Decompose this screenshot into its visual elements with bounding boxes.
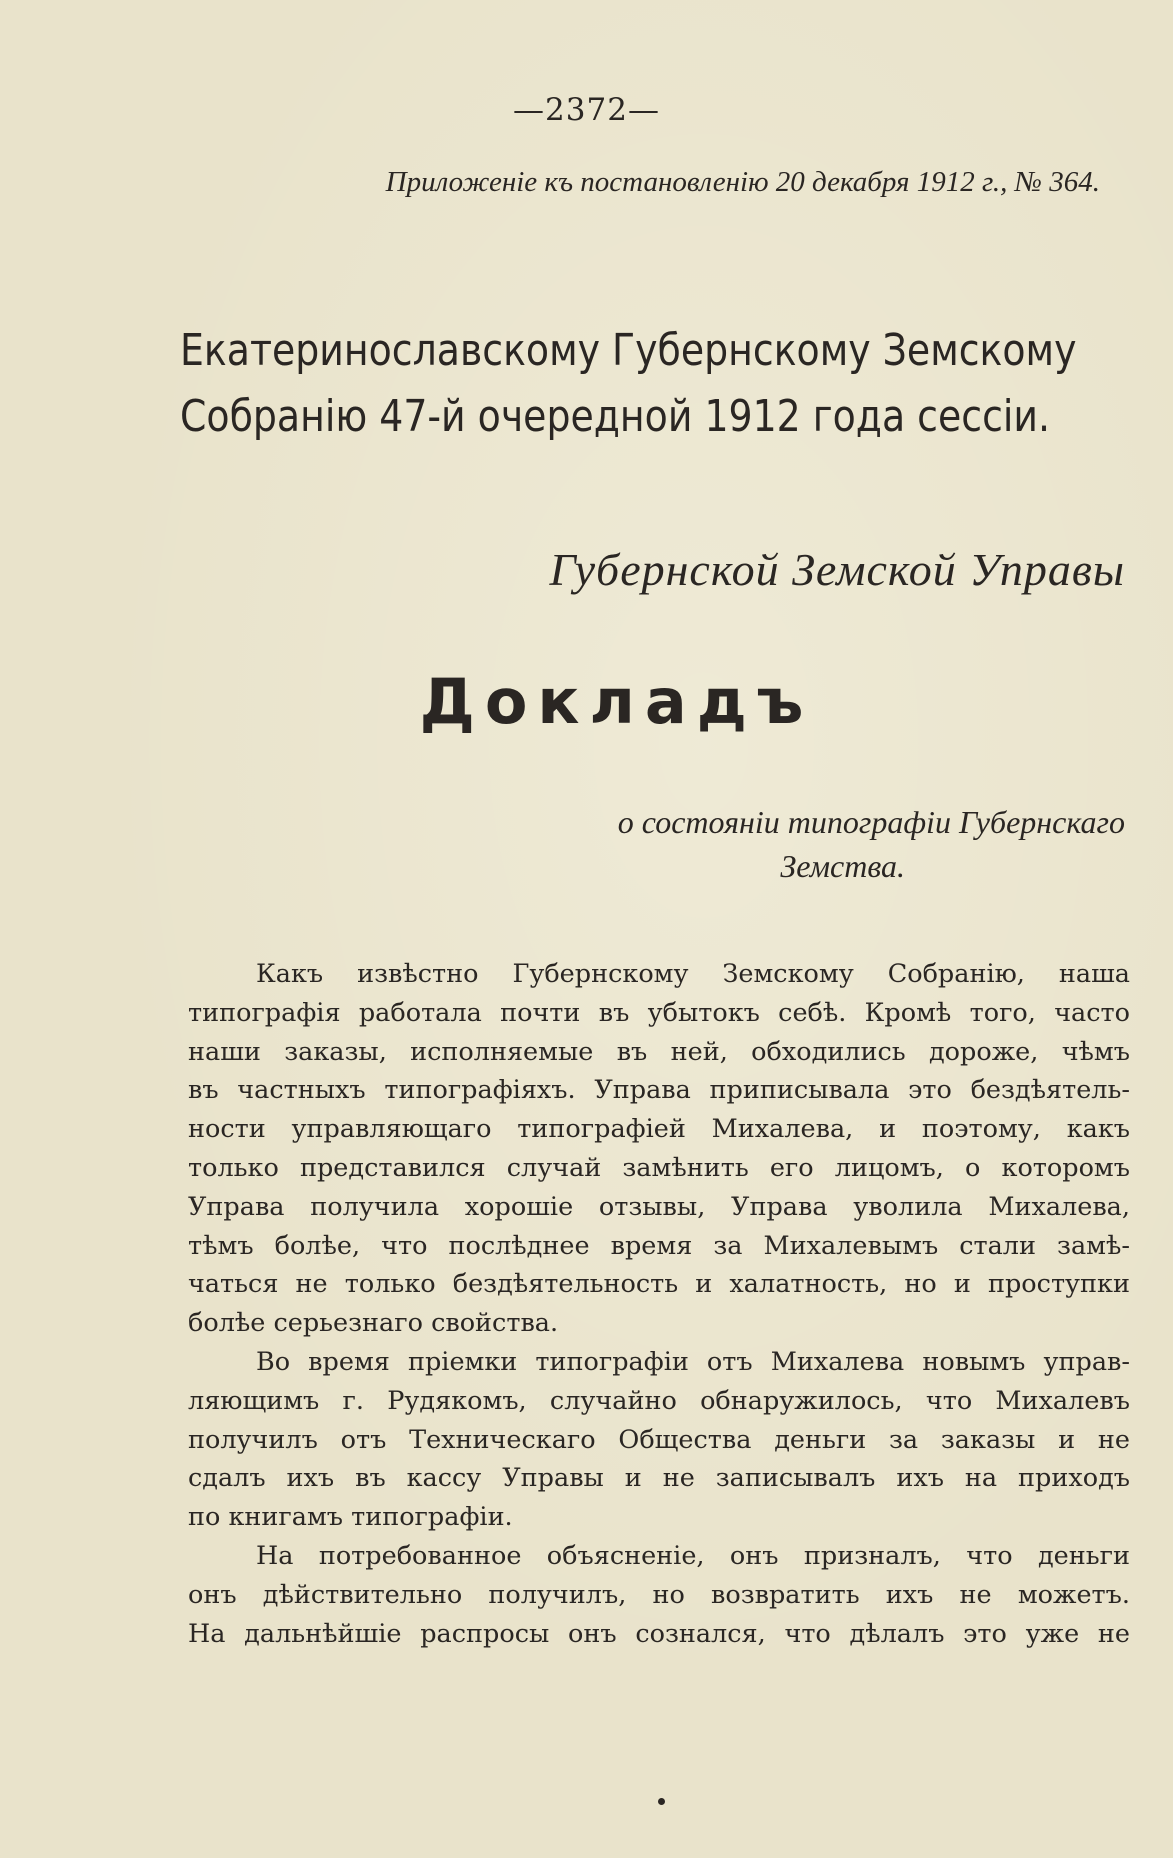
text-line: На потребованное объясненіе, онъ призналъ, что деньги: [256, 1540, 1130, 1571]
subject-block: [485, 800, 1125, 888]
text-line: въ частныхъ типографіяхъ. Управа приписывала это бездѣятель-: [188, 1075, 1130, 1106]
text-line: онъ дѣйствительно получилъ, но возвратить ихъ не можетъ.: [188, 1579, 1130, 1610]
subject-line: Земства.: [780, 848, 905, 884]
text-line: сдалъ ихъ въ кассу Управы и не записывалъ ихъ на приходъ: [188, 1463, 1130, 1494]
text-line: только представился случай замѣнить его лицомъ, о которомъ: [188, 1152, 1130, 1183]
page-mark-dot: [658, 1798, 665, 1805]
text-line: типографія работала почти въ убытокъ себѣ. Кромѣ того, часто: [188, 997, 1130, 1028]
text-line: ляющимъ г. Рудякомъ, случайно обнаружилось, что Михалевъ: [188, 1385, 1130, 1416]
appendix-note: Приложеніе къ постановленію 20 декабря 1912 г., № 364.: [385, 166, 1100, 198]
paragraph: [188, 1537, 1130, 1653]
document-title: Докладъ: [419, 665, 814, 738]
text-line: ности управляющаго типографіей Михалева, и поэтому, какъ: [188, 1114, 1130, 1145]
addressee-block: [180, 318, 1077, 450]
text-line: по книгамъ типографіи.: [188, 1502, 513, 1533]
subject-line: о состояніи типографіи Губернскаго: [617, 804, 1125, 840]
text-line: Какъ извѣстно Губернскому Земскому Собранію, наша: [256, 959, 1130, 989]
text-line: На дальнѣйшіе распросы онъ сознался, что дѣлалъ это уже не: [188, 1618, 1130, 1649]
text-line: Управа получила хорошіе отзывы, Управа уволила Михалева,: [188, 1191, 1130, 1222]
paragraph: [188, 955, 1130, 1343]
sender-heading: Губернской Земской Управы: [549, 544, 1125, 595]
text-line: наши заказы, исполняемые въ ней, обходились дороже, чѣмъ: [188, 1036, 1130, 1067]
addressee-line: Собранію 47-й очередной 1912 года сессіи.: [180, 391, 1051, 442]
paragraph: [188, 1343, 1130, 1537]
text-line: болѣе серьезнаго свойства.: [188, 1308, 559, 1339]
text-line: Во время пріемки типографіи отъ Михалева новымъ управ-: [256, 1346, 1130, 1377]
body-text: [188, 955, 1130, 1653]
addressee-line: Екатеринославскому Губернскому Земскому: [180, 325, 1077, 376]
text-line: чаться не только бездѣятельность и халатность, но и проступки: [188, 1269, 1130, 1300]
text-line: получилъ отъ Техническаго Общества деньги за заказы и не: [188, 1424, 1130, 1455]
text-line: тѣмъ болѣе, что послѣднее время за Михалевымъ стали замѣ-: [188, 1230, 1130, 1261]
page-number: —2372—: [513, 92, 660, 128]
